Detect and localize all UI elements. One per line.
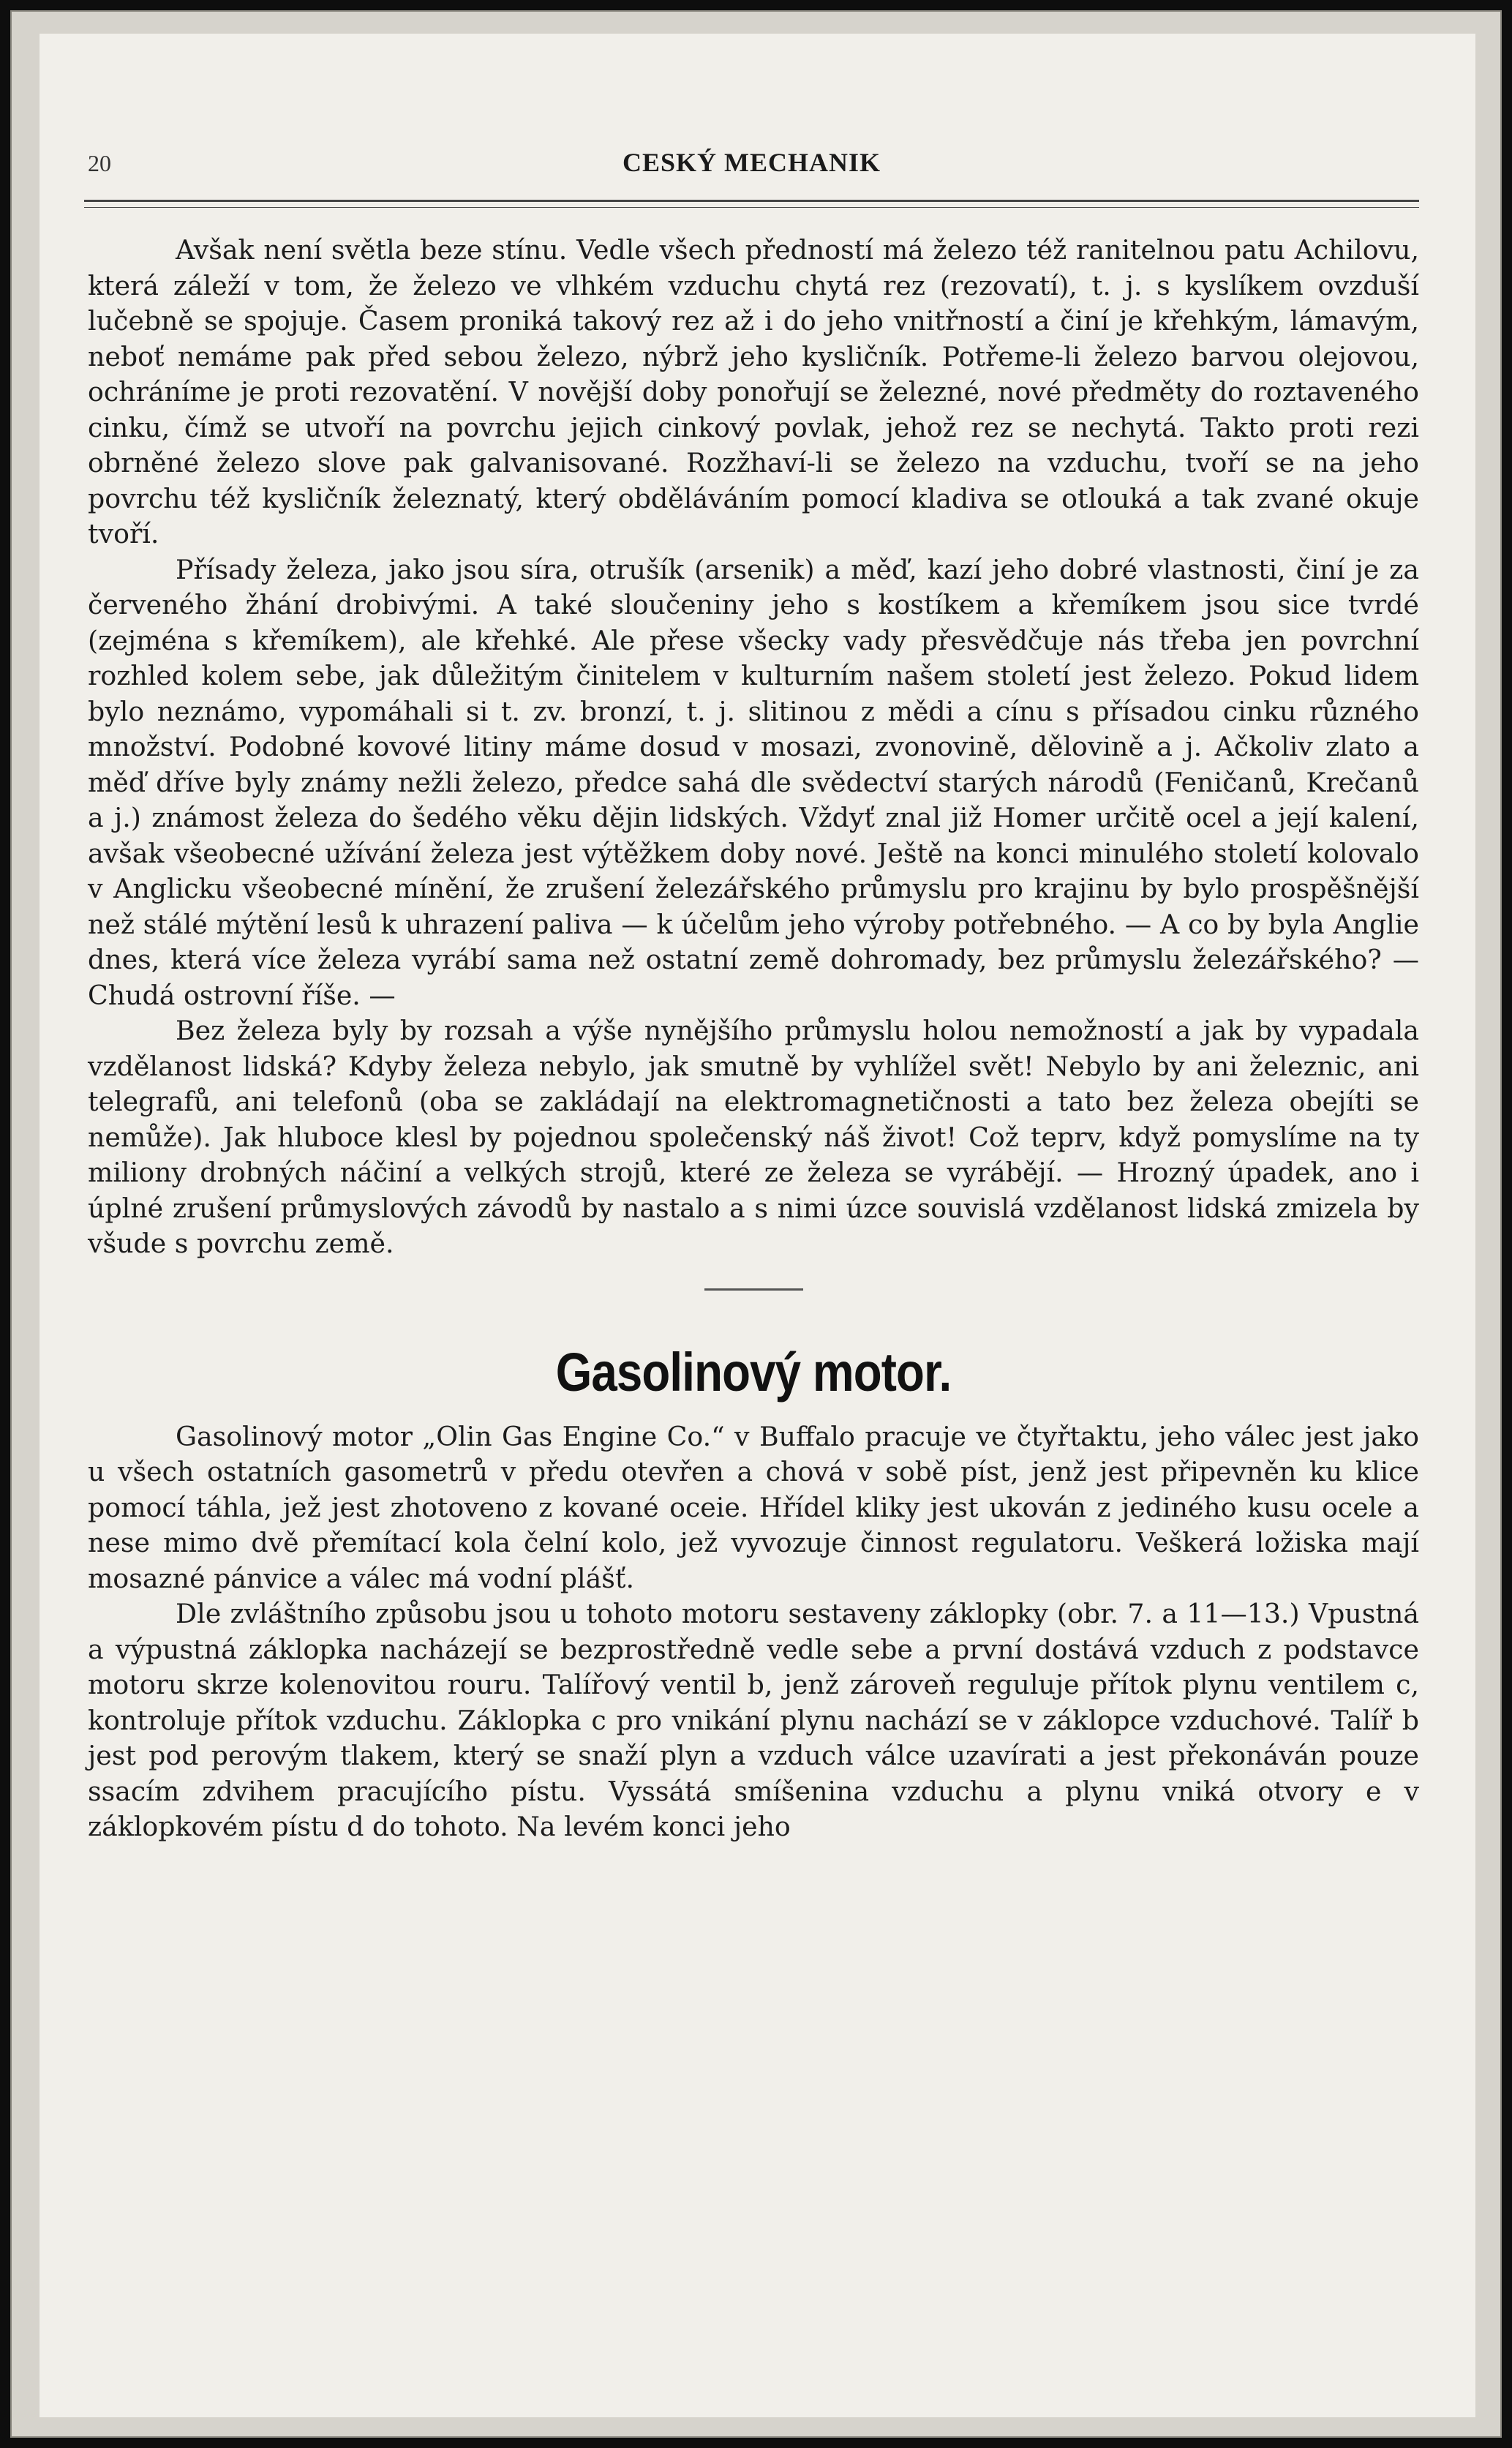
text-column	[88, 233, 1419, 1845]
section-title: Gasolinový motor.	[555, 1341, 952, 1403]
header-rule-thick	[84, 200, 1419, 202]
paragraph-motor-valves: Dle zvláštního způsobu jsou u tohoto motoru sestaveny záklopky (obr. 7. a 11—13.) Vpustná a výpustná záklopka nacházejí se bezprostředně vedle sebe a první dostává vzduch z podstavce motoru skrze kolenovitou rouru. Talířový ventil b, jenž zároveň reguluje přítok plynu ventilem c, kontroluje přítok vzduchu. Záklopka c pro vnikání plynu nachází se v záklopce vzduchové. Talíř b jest pod perovým tlakem, který se snaží plyn a vzduch válce uzavírati a jest překonáván pouze ssacím zdvihem pracujícího pístu. Vyssátá smíšenina vzduchu a plynu vniká otvory e v záklopkovém pístu d do tohoto. Na levém konci jeho	[88, 1598, 1419, 1842]
paragraph-iron-rust: Avšak není světla beze stínu. Vedle všech předností má železo též ranitelnou patu Achilovu, která záleží v tom, že železo ve vlhkém vzduchu chytá rez (rezovatí), t. j. s kyslíkem ovzduší lučebně se spojuje. Časem proniká takový rez až i do jeho vnitřností a činí je křehkým, lámavým, neboť nemáme pak před sebou železo, nýbrž jeho kysličník. Potřeme-li železo barvou olejovou, ochráníme je proti rezovatění. V novější doby ponořují se železné, nové předměty do roztaveného cinku, čímž se utvoří na povrchu jejich cinkový povlak, jehož rez se nechytá. Takto proti rezi obrněné železo slove pak galvanisované. Rozžhaví-li se železo na vzduchu, tvoří se na jeho povrchu též kysličník železnatý, který obděláváním pomocí kladiva se otlouká a tak zvané okuje tvoří.	[88, 234, 1419, 549]
paragraph-iron-additives: Přísady železa, jako jsou síra, otrušík (arsenik) a měď, kazí jeho dobré vlastnosti, činí je za červeného žhání drobivými. A také sloučeniny jeho s kostíkem a křemíkem jsou sice tvrdé (zejména s křemíkem), ale křehké. Ale přese všecky vady přesvědčuje nás třeba jen povrchní rozhled kolem sebe, jak důležitým činitelem v kulturním našem století jest železo. Pokud lidem bylo neznámo, vypomáhali si t. zv. bronzí, t. j. slitinou z mědi a cínu s přísadou cinku různého množství. Podobné kovové litiny máme dosud v mosazi, zvonovině, dělovině a j. Ačkoliv zlato a měď dříve byly známy nežli železo, předce sahá dle svědectví starých národů (Feničanů, Krečanů a j.) známost železa do šedého věku dějin lidských. Vždyť znal již Homer určitě ocel a její kalení, avšak všeobecné užívání železa jest výtěžkem doby nové. Ještě na konci minulého století kolovalo v Anglicku všeobecné mínění, že zrušení železářského průmyslu pro krajinu by bylo prospěšnější než stálé mýtění lesů k uhrazení paliva — k účelům jeho výroby potřebného. — A co by byla Anglie dnes, která více železa vyrábí sama než ostatní země dohromady, bez průmyslu železářského? — Chudá ostrovní říše. —	[88, 553, 1419, 1011]
paragraph-without-iron: Bez železa byly by rozsah a výše nynějšího průmyslu holou nemožností a jak by vypadala vzdělanost lidská? Kdyby železa nebylo, jak smutně by vyhlížel svět! Nebylo by ani železnic, ani telegrafů, ani telefonů (oba se zakládají na elektromagnetičnosti a tato bez železa obejíti se nemůže). Jak hluboce klesl by pojednou společenský náš život! Což teprv, když pomyslíme na ty miliony drobných náčiní a velkých strojů, které ze železa se vyrábějí. — Hrozný úpadek, ano i úplné zrušení průmyslových závodů by nastalo a s nimi úzce souvislá vzdělanost lidská zmizela by všude s povrchu země.	[88, 1015, 1419, 1259]
page-number: 20	[88, 150, 111, 176]
page-header	[88, 143, 1415, 187]
header-rule-thin	[84, 207, 1419, 208]
section-divider	[704, 1288, 803, 1291]
running-title: CESKÝ MECHANIK	[622, 148, 881, 177]
paragraph-motor-description: Gasolinový motor „Olin Gas Engine Co.“ v Buffalo pracuje ve čtyřtaktu, jeho válec jest jako u všech ostatních gasometrů v předu otevřen a chová v sobě píst, jenž jest připevněn ku klice pomocí táhla, jež jest zhotoveno z kované oceie. Hřídel kliky jest ukován z jediného kusu ocele a nese mimo dvě přemítací kola čelní kolo, jež vyvozuje činnost regulatoru. Veškerá ložiska mají mosazné pánvice a válec má vodní plášť.	[88, 1420, 1419, 1594]
